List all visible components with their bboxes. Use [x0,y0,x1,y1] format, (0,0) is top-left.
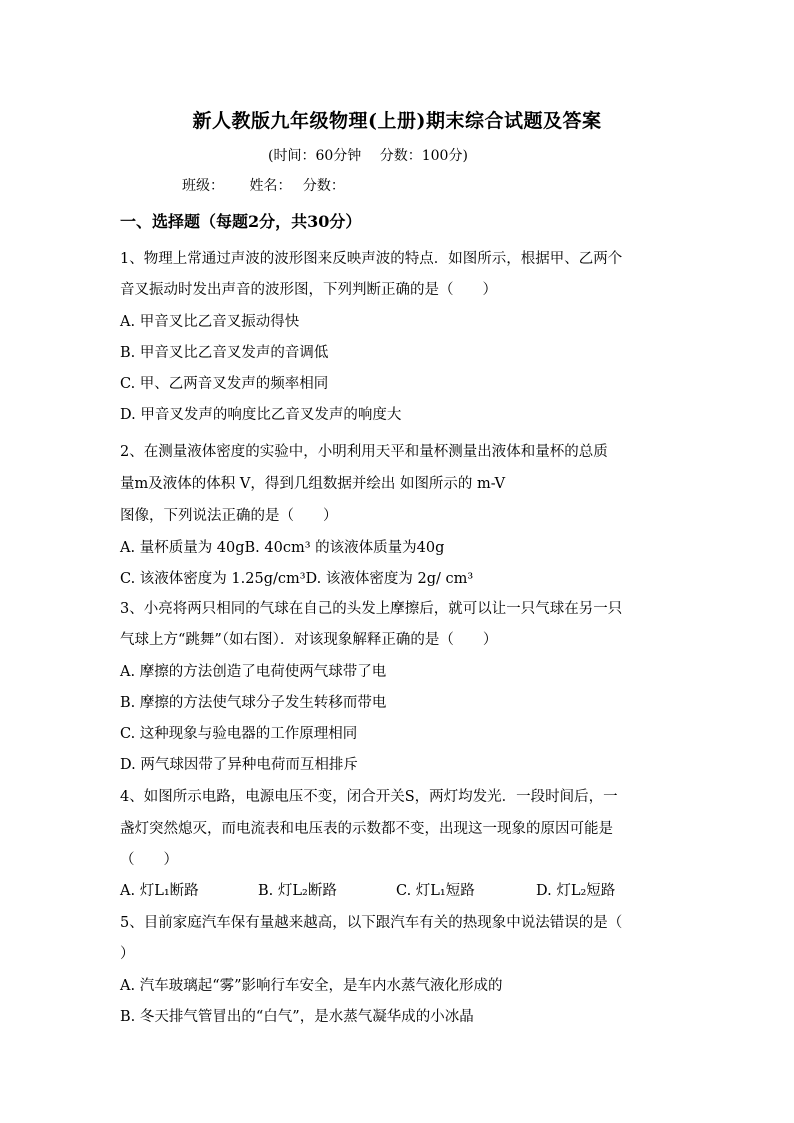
q4-option-c: C. 灯L₁短路 [396,883,475,899]
q3-stem-line2: 气球上方“跳舞”（如右图）．对该现象解释正确的是（ ） [120,632,498,648]
q2-stem-line1: 2、在测量液体密度的实验中，小明利用天平和量杯测量出液体和量杯的总质 [120,444,608,460]
exam-meta: (时间：60分钟 分数：100分) [268,148,468,164]
section-heading-choice: 一、选择题（每题2分，共30分） [120,212,362,231]
q4-option-b: B. 灯L₂断路 [258,883,337,899]
q3-option-b: B. 摩擦的方法使气球分子发生转移而带电 [120,695,387,711]
q4-options-row [120,879,615,900]
q5-option-a: A. 汽车玻璃起“雾”影响行车安全，是车内水蒸气液化形成的 [120,978,503,994]
student-info-line: 班级： 姓名： 分数： [182,178,345,194]
q1-stem-line1: 1、物理上常通过声波的波形图来反映声波的特点．如图所示，根据甲、乙两个 [120,251,623,267]
q1-option-b: B. 甲音叉比乙音叉发声的音调低 [120,345,329,361]
q1-option-d: D. 甲音叉发声的响度比乙音叉发声的响度大 [120,407,402,423]
page-title: 新人教版九年级物理(上册)期末综合试题及答案 [192,110,602,132]
q4-option-d: D. 灯L₂短路 [536,883,616,899]
q1-stem-line2: 音叉振动时发出声音的波形图，下列判断正确的是（ ） [120,282,497,298]
q4-stem-line1: 4、如图所示电路，电源电压不变，闭合开关S，两灯均发光．一段时间后，一 [120,789,618,805]
q3-stem-line1: 3、小亮将两只相同的气球在自己的头发上摩擦后，就可以让一只气球在另一只 [120,601,623,617]
q4-stem-line2: 盏灯突然熄灭，而电流表和电压表的示数都不变，出现这一现象的原因可能是 [120,821,613,837]
q3-option-d: D. 两气球因带了异种电荷而互相排斥 [120,757,358,773]
q5-option-b: B. 冬天排气管冒出的“白气”，是水蒸气凝华成的小冰晶 [120,1009,474,1025]
q1-option-c: C. 甲、乙两音叉发声的频率相同 [120,376,329,392]
q3-option-c: C. 这种现象与验电器的工作原理相同 [120,726,358,742]
q5-stem-line1: 5、目前家庭汽车保有量越来越高，以下跟汽车有关的热现象中说法错误的是（ [120,915,623,931]
q2-options-cd: C. 该液体密度为 1.25g/cm³D. 该液体密度为 2g/ cm³ [120,571,474,587]
q5-stem-line2: ） [120,946,135,962]
q1-option-a: A. 甲音叉比乙音叉振动得快 [120,314,300,330]
q3-option-a: A. 摩擦的方法创造了电荷使两气球带了电 [120,664,387,680]
q2-stem-line2: 量m及液体的体积 V，得到几组数据并绘出 如图所示的 m-V [120,476,506,492]
q4-option-a: A. 灯L₁断路 [120,883,199,899]
q4-stem-line3: （ ） [120,852,178,868]
q2-stem-line3: 图像，下列说法正确的是（ ） [120,508,338,524]
q2-options-ab: A. 量杯质量为 40gB. 40cm³ 的该液体质量为40g [120,540,445,556]
